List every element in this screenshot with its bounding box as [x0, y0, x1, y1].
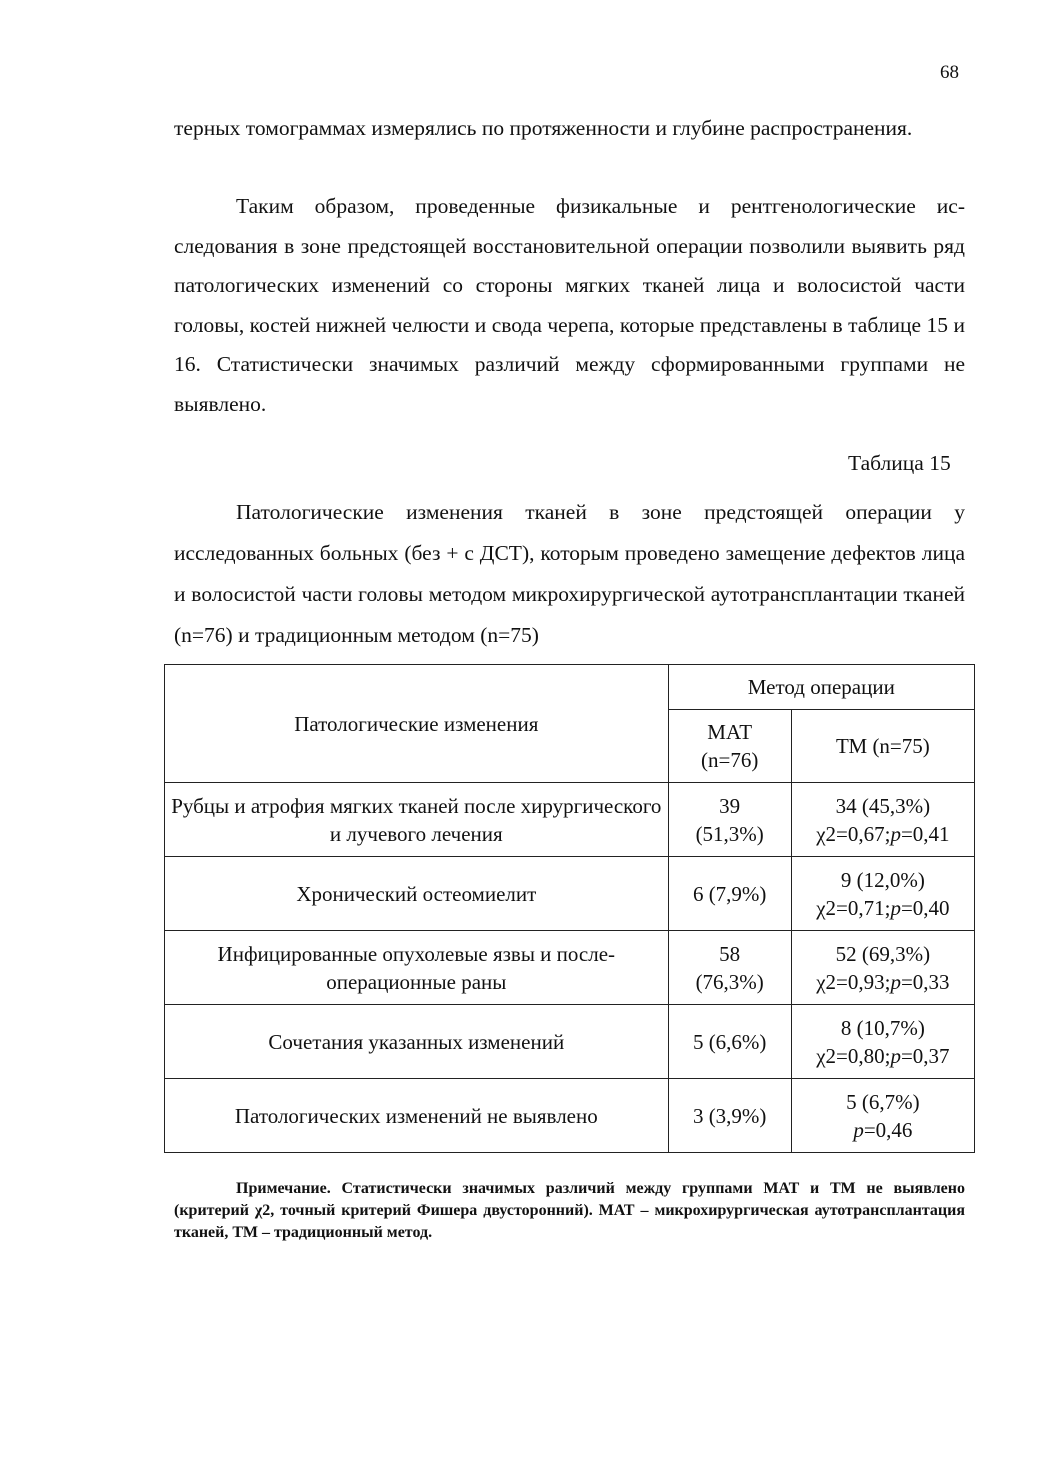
header-method: Метод операции [668, 665, 974, 710]
mat-value: 6 (7,9%) [692, 881, 767, 906]
header-changes: Патологические изменения [165, 665, 669, 783]
row-mat [668, 1079, 791, 1153]
tm-value: 8 (10,7%) [840, 1015, 925, 1040]
mat-percent: (51,3%) [695, 821, 764, 846]
row-tm [791, 931, 974, 1005]
p-value: =0,33 [900, 969, 950, 994]
mat-value: 3 (3,9%) [692, 1103, 767, 1128]
mat-value: 39 [719, 793, 741, 818]
p-symbol: p [890, 969, 901, 994]
chi-square: χ2=0,93; [816, 969, 891, 994]
row-tm [791, 1005, 974, 1079]
row-mat [668, 857, 791, 931]
paragraph-2: Таким образом, проведенные физикальные и рентгенологические исследования в зоне предстоящей восстановительной операции позволили выявить ряд патологических изменений со стороны мягких тканей лица и волосистой части головы, костей нижней челюсти и свода черепа, которые представлены в таблице 15 и 16. Статистически значимых различий между сформированными группами не выявлено. [174, 194, 965, 416]
table-caption: Патологические изменения тканей в зоне предстоящей операции у исследованных больных (без + с ДСТ), которым проведено замещение дефектов лица и волосистой части головы методом микрохирургической аутотрансплантации тканей (n=76) и традиционным методом (n=75) [174, 500, 965, 647]
table-label: Таблица 15 [848, 451, 951, 475]
p-symbol: p [853, 1117, 864, 1142]
p-symbol: p [890, 895, 901, 920]
tm-value: 52 (69,3%) [835, 941, 931, 966]
row-tm [791, 857, 974, 931]
table-row [165, 783, 975, 857]
header-mat [668, 710, 791, 783]
row-mat [668, 783, 791, 857]
row-label: Инфицированные опухолевые язвы и послеоперационные раны [165, 931, 669, 1005]
chi-square: χ2=0,71; [816, 895, 891, 920]
row-label: Рубцы и атрофия мягких тканей после хирургического и лучевого лечения [165, 783, 669, 857]
tm-stat [798, 1116, 968, 1144]
row-mat [668, 1005, 791, 1079]
row-label: Сочетания указанных изменений [165, 1005, 669, 1079]
p-value: =0,40 [900, 895, 950, 920]
table-row [165, 1005, 975, 1079]
tm-value: 34 (45,3%) [835, 793, 931, 818]
table-note: Примечание. Статистически значимых различий между группами МАТ и ТМ не выявлено (критерий χ2, точный критерий Фишера двусторонний). МАТ – микрохирургическая аутотрансплантация тканей, ТМ – традиционный метод. [174, 1180, 965, 1241]
p-symbol: p [890, 1043, 901, 1068]
row-mat [668, 931, 791, 1005]
header-tm: ТМ (n=75) [791, 710, 974, 783]
tm-stat [798, 820, 968, 848]
mat-value: 58 [719, 941, 741, 966]
row-label: Хронический остеомиелит [165, 857, 669, 931]
paragraph-1: терных томограммах измерялись по протяженности и глубине распространения. [174, 116, 913, 140]
row-tm [791, 1079, 974, 1153]
chi-square: χ2=0,67; [816, 821, 891, 846]
p-value: =0,37 [900, 1043, 950, 1068]
page-number: 68 [940, 62, 959, 83]
tm-value: 9 (12,0%) [840, 867, 925, 892]
table-row [165, 857, 975, 931]
p-value: =0,41 [900, 821, 950, 846]
p-value: =0,46 [863, 1117, 913, 1142]
header-mat-line2: (n=76) [701, 748, 759, 772]
row-tm [791, 783, 974, 857]
tm-value: 5 (6,7%) [846, 1089, 920, 1114]
table-row [165, 931, 975, 1005]
mat-value: 5 (6,6%) [692, 1029, 767, 1054]
row-label: Патологических изменений не выявлено [165, 1079, 669, 1153]
tm-stat [798, 894, 968, 922]
tm-stat [798, 968, 968, 996]
p-symbol: p [890, 821, 901, 846]
tm-stat [798, 1042, 968, 1070]
mat-percent: (76,3%) [695, 969, 764, 994]
table-row [165, 1079, 975, 1153]
header-mat-line1: МАТ [707, 720, 753, 744]
data-table [164, 664, 975, 1153]
chi-square: χ2=0,80; [816, 1043, 891, 1068]
